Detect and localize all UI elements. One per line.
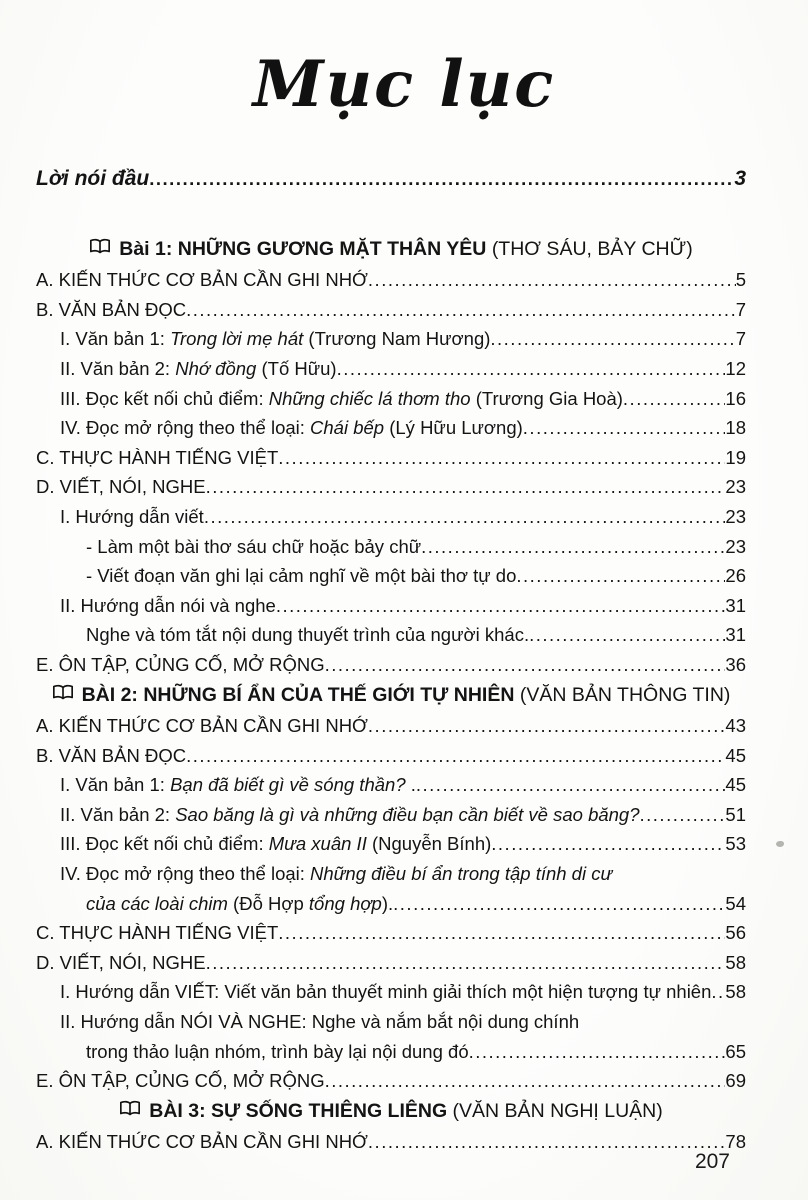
toc-entry-text: trong thảo luận nhóm, trình bày lại nội dung đó — [86, 1040, 469, 1062]
toc-entry-page-number: 56 — [725, 922, 746, 944]
toc-entry-text: I. Hướng dẫn VIẾT: Viết văn bản thuyết minh giải thích một hiện tượng tự nhiên — [60, 981, 712, 1003]
toc-entry-page-number: 69 — [725, 1070, 746, 1092]
toc-entry-text: Lời nói đầu — [36, 167, 150, 190]
dot-leader — [149, 164, 734, 194]
toc-entry-page-number: 43 — [725, 715, 746, 737]
dot-leader — [325, 650, 726, 680]
dot-leader — [640, 800, 726, 830]
toc-entry-page-number: 7 — [735, 298, 746, 320]
dot-leader — [206, 472, 726, 502]
toc-entry — [36, 711, 746, 741]
toc-entry — [36, 918, 746, 948]
toc-entry-text: Bài 1: NHỮNG GƯƠNG MẶT THÂN YÊU (THƠ SÁU, BẢY CHỮ) — [119, 237, 693, 260]
toc-entry — [36, 413, 746, 443]
toc-entry-page-number: 54 — [725, 892, 746, 914]
toc-entry — [36, 650, 746, 680]
toc-entry-text: IV. Đọc mở rộng theo thể loại: Những điều bí ẩn trong tập tính di cư — [60, 863, 613, 885]
toc-entry — [36, 295, 746, 325]
dot-leader — [623, 384, 726, 414]
toc-entry — [36, 502, 746, 532]
dot-leader — [278, 918, 725, 948]
dot-leader — [529, 620, 725, 650]
dot-leader — [276, 591, 726, 621]
dot-leader — [490, 324, 735, 354]
toc-entry — [36, 829, 746, 859]
dot-leader — [491, 829, 725, 859]
toc-chapter-heading — [36, 681, 746, 711]
dot-leader — [393, 889, 725, 919]
toc-entry-text: D. VIẾT, NÓI, NGHE — [36, 476, 206, 498]
toc-entry-page-number: 36 — [725, 653, 746, 675]
toc-entry — [36, 770, 746, 800]
open-book-icon — [119, 1097, 141, 1127]
toc-entry-page-number: 31 — [725, 594, 746, 616]
toc-entry-text: I. Văn bản 1: Bạn đã biết gì về sóng thần? . — [60, 774, 416, 796]
scan-speck — [776, 841, 784, 847]
dot-leader — [523, 413, 726, 443]
toc-preface-entry — [36, 164, 746, 194]
toc-entry-text: của các loài chim (Đỗ Hợp tổng hợp). — [86, 892, 394, 914]
toc-entry — [36, 265, 746, 295]
toc-entry — [36, 591, 746, 621]
toc-entry-page-number: 53 — [725, 833, 746, 855]
dot-leader — [186, 741, 725, 771]
toc-entry — [36, 1127, 746, 1157]
dot-leader — [421, 532, 725, 562]
toc-entry-text: E. ÔN TẬP, CỦNG CỐ, MỞ RỘNG — [36, 653, 325, 675]
dot-leader — [206, 948, 726, 978]
toc-entry — [36, 859, 746, 889]
toc-entry-page-number: 19 — [725, 446, 746, 468]
toc-entry-text: II. Văn bản 2: Sao băng là gì và những điều bạn cần biết về sao băng? — [60, 803, 640, 825]
toc-entry — [36, 561, 746, 591]
toc-entry-text: C. THỰC HÀNH TIẾNG VIỆT — [36, 446, 279, 468]
toc-entry-text: IV. Đọc mở rộng theo thể loại: Chái bếp (Lý Hữu Lương) — [60, 417, 523, 439]
toc-entry-text: II. Hướng dẫn nói và nghe — [60, 594, 276, 616]
toc-entry-page-number: 16 — [725, 387, 746, 409]
toc-entry-page-number: 78 — [725, 1131, 746, 1153]
open-book-icon — [89, 235, 111, 265]
toc-entry-page-number: 26 — [725, 565, 746, 587]
toc-entry-text: II. Hướng dẫn NÓI VÀ NGHE: Nghe và nắm bắt nội dung chính — [60, 1011, 580, 1033]
dot-leader — [469, 1037, 726, 1067]
toc-entry-page-number: 31 — [725, 624, 746, 646]
open-book-icon — [52, 681, 74, 711]
toc-entry — [36, 1007, 746, 1037]
toc-entry-text: II. Văn bản 2: Nhớ đồng (Tố Hữu) — [60, 357, 337, 379]
toc-entry-text: I. Hướng dẫn viết — [60, 505, 204, 527]
dot-leader — [368, 265, 736, 295]
toc-entry-text: A. KIẾN THỨC CƠ BẢN CẦN GHI NHỚ — [36, 1131, 368, 1153]
toc-entry-text: III. Đọc kết nối chủ điểm: Mưa xuân II (Nguyễn Bính) — [60, 833, 492, 855]
page-number: 207 — [694, 1150, 730, 1173]
toc-entry — [36, 741, 746, 771]
dot-leader — [368, 1127, 726, 1157]
toc-entry-page-number: 12 — [725, 357, 746, 379]
toc-entry-text: B. VĂN BẢN ĐỌC — [36, 298, 187, 320]
page-title: Mục lục — [252, 47, 556, 122]
toc-entry — [36, 620, 746, 650]
toc-entry — [36, 354, 746, 384]
toc-entry — [36, 889, 746, 919]
toc-entry-text: D. VIẾT, NÓI, NGHE — [36, 951, 206, 973]
toc-entry-page-number: 58 — [725, 951, 746, 973]
toc-entry-text: Nghe và tóm tắt nội dung thuyết trình của người khác. — [86, 624, 530, 646]
toc-entry-page-number: 58 — [725, 981, 746, 1003]
dot-leader — [516, 561, 725, 591]
toc-entry-text: BÀI 3: SỰ SỐNG THIÊNG LIÊNG (VĂN BẢN NGHỊ LUẬN) — [149, 1099, 663, 1122]
toc-entry — [36, 532, 746, 562]
toc-entry — [36, 977, 746, 1007]
toc-entry-text: B. VĂN BẢN ĐỌC — [36, 744, 187, 766]
dot-leader — [278, 443, 725, 473]
toc-entry-page-number: 7 — [735, 328, 746, 350]
dot-leader — [711, 977, 725, 1007]
dot-leader — [325, 1066, 726, 1096]
dot-leader — [204, 502, 726, 532]
dot-leader — [186, 295, 736, 325]
toc-entry-text: - Viết đoạn văn ghi lại cảm nghĩ về một bài thơ tự do — [86, 565, 517, 587]
toc-entry-page-number: 5 — [735, 269, 746, 291]
toc-entry — [36, 1066, 746, 1096]
toc-entry-text: BÀI 2: NHỮNG BÍ ẨN CỦA THẾ GIỚI TỰ NHIÊN (VĂN BẢN THÔNG TIN) — [81, 683, 731, 706]
toc-entry-text: E. ÔN TẬP, CỦNG CỐ, MỞ RỘNG — [36, 1070, 325, 1092]
toc-entry — [36, 1037, 746, 1067]
toc-chapter-heading — [36, 235, 746, 265]
toc-entry-text: A. KIẾN THỨC CƠ BẢN CẦN GHI NHỚ — [36, 715, 368, 737]
toc-entry-page-number: 45 — [725, 774, 746, 796]
dot-leader — [368, 711, 726, 741]
dot-leader — [337, 354, 726, 384]
toc-entry-page-number: 45 — [725, 744, 746, 766]
toc-entry-text: III. Đọc kết nối chủ điểm: Những chiếc lá thơm tho (Trương Gia Hoà) — [60, 387, 623, 409]
toc-entry-page-number: 23 — [725, 535, 746, 557]
toc-entry-page-number: 23 — [725, 505, 746, 527]
toc-entry-page-number: 3 — [734, 167, 746, 190]
toc-list — [0, 140, 808, 1157]
toc-entry — [36, 443, 746, 473]
toc-entry-text: A. KIẾN THỨC CƠ BẢN CẦN GHI NHỚ — [36, 269, 368, 291]
toc-entry-page-number: 65 — [725, 1040, 746, 1062]
dot-leader — [416, 770, 726, 800]
toc-entry — [36, 472, 746, 502]
toc-chapter-heading — [36, 1097, 746, 1127]
toc-entry-text: C. THỰC HÀNH TIẾNG VIỆT — [36, 922, 279, 944]
toc-entry — [36, 800, 746, 830]
toc-entry-text: - Làm một bài thơ sáu chữ hoặc bảy chữ — [86, 535, 422, 557]
toc-entry-page-number: 18 — [725, 417, 746, 439]
toc-entry — [36, 948, 746, 978]
toc-entry — [36, 384, 746, 414]
toc-entry-page-number: 23 — [725, 476, 746, 498]
toc-entry — [36, 324, 746, 354]
toc-entry-text: I. Văn bản 1: Trong lời mẹ hát (Trương Nam Hương) — [60, 328, 491, 350]
toc-entry-page-number: 51 — [725, 803, 746, 825]
